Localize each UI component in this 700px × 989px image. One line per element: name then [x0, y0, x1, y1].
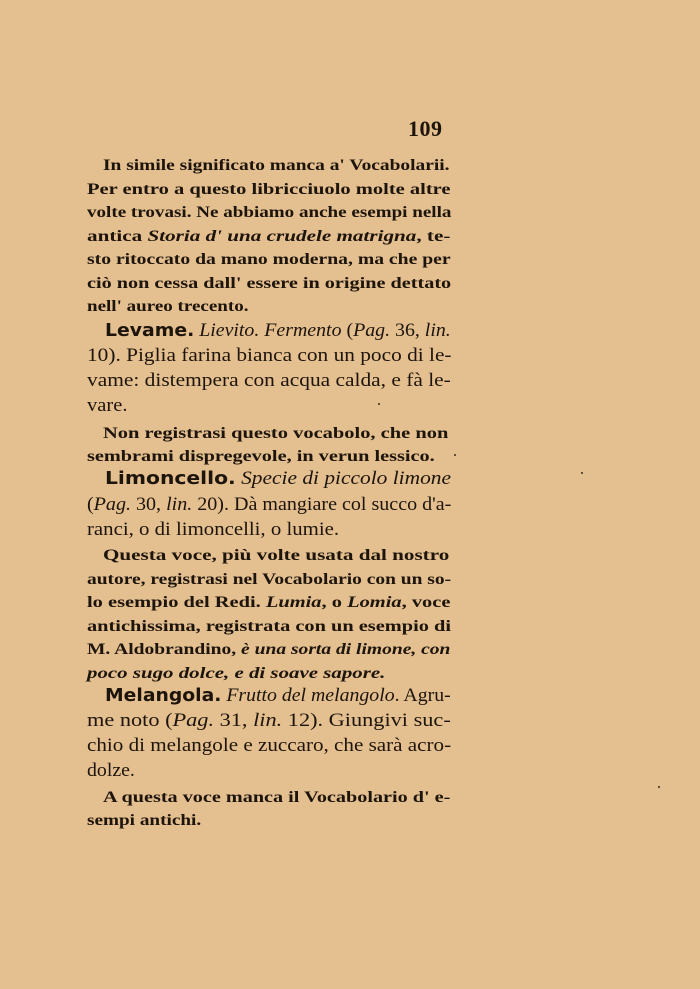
text-line: [87, 251, 451, 269]
text-line: [87, 228, 450, 246]
text-line: [87, 618, 451, 636]
emphasis-text: lin.: [424, 320, 451, 341]
text-line: [87, 181, 451, 199]
emphasis-text: Pag.: [353, 320, 391, 341]
text-segment: , te-: [416, 228, 451, 245]
text-line: [87, 370, 451, 392]
text-line: [87, 494, 451, 516]
text-segment: 20). Dà mangiare col succo d'a-: [192, 494, 452, 515]
text-segment: ranci, o di limoncelli, o lumie.: [87, 519, 340, 540]
text-line: [105, 320, 451, 342]
text-line: [103, 425, 448, 443]
text-line: [87, 448, 435, 466]
text-line: [103, 157, 450, 175]
text-segment: ciò non cessa dall' essere in origine dettato: [87, 275, 452, 292]
text-segment: M. Aldobrandino,: [87, 641, 242, 658]
text-segment: nell' aureo trecento.: [87, 298, 249, 315]
text-line: [103, 789, 450, 807]
text-segment: antica: [87, 228, 148, 245]
text-line: [87, 760, 135, 782]
emphasis-text: Lievito. Fermento: [199, 320, 342, 341]
text-segment: 10). Piglia farina bianca con un poco di le-: [87, 345, 452, 366]
emphasis-text: Frutto del melangolo: [226, 685, 395, 706]
emphasis-text: Pag.: [172, 710, 215, 731]
text-segment: Non registrasi questo vocabolo, che non: [103, 425, 449, 442]
text-segment: vame: distempera con acqua calda, e fà le-: [87, 370, 451, 391]
entry-headword: Melangola.: [105, 685, 222, 706]
text-segment: autore, registrasi nel Vocabolario con un so-: [87, 571, 452, 588]
text-segment: me noto (: [87, 710, 173, 731]
ink-speck: [581, 472, 583, 474]
text-segment: . Agru-: [394, 685, 451, 706]
emphasis-text: è una sorta di limone, con: [241, 641, 451, 658]
text-segment: 30,: [130, 494, 167, 515]
text-line: [87, 395, 127, 417]
ink-speck: [658, 786, 660, 788]
text-segment: dolze.: [87, 760, 135, 781]
text-line: [105, 468, 451, 490]
text-segment: 31,: [214, 710, 254, 731]
text-line: [87, 594, 450, 612]
entry-headword: Limoncello.: [105, 468, 236, 489]
text-line: [87, 710, 451, 732]
text-line: [103, 547, 449, 565]
text-line: [87, 298, 248, 316]
text-segment: Questa voce, più volte usata dal nostro: [103, 547, 450, 564]
text-line: [105, 685, 451, 707]
text-line: [87, 204, 451, 222]
page-number: 109: [408, 116, 443, 141]
text-segment: In simile significato manca a' Vocabolarii.: [103, 157, 450, 174]
text-line: [87, 665, 385, 683]
text-segment: 36,: [390, 320, 425, 341]
emphasis-text: poco sugo dolce, e di soave sapore.: [87, 665, 386, 682]
emphasis-text: Storia d' una crudele matrigna: [147, 228, 417, 245]
text-segment: chio di melangole e zuccaro, che sarà acro-: [87, 735, 452, 756]
text-segment: (: [341, 320, 354, 341]
text-segment: sembrami dispregevole, in verun lessico.: [87, 448, 435, 465]
text-segment: sto ritoccato da mano moderna, ma che per: [87, 251, 451, 268]
emphasis-text: Specie di piccolo limone: [241, 468, 451, 489]
text-line: [87, 571, 451, 589]
text-segment: A questa voce manca il Vocabolario d' e-: [103, 789, 451, 806]
emphasis-text: lin.: [166, 494, 193, 515]
text-segment: antichissima, registrata con un esempio di: [87, 618, 451, 635]
ink-speck: [378, 403, 380, 405]
text-segment: Per entro a questo libricciuolo molte altre: [87, 181, 451, 198]
text-segment: volte trovasi. Ne abbiamo anche esempi nella: [87, 204, 452, 221]
text-segment: vare.: [87, 395, 128, 416]
ink-speck: [454, 454, 456, 456]
text-segment: lo esempio del Redi.: [87, 594, 266, 611]
text-line: [87, 735, 451, 757]
text-segment: sempi antichi.: [87, 812, 202, 829]
text-segment: (: [87, 494, 94, 515]
text-segment: , o: [321, 594, 348, 611]
text-line: [87, 812, 201, 830]
emphasis-text: lin.: [253, 710, 283, 731]
emphasis-text: Pag.: [93, 494, 131, 515]
text-line: [87, 275, 451, 293]
text-line: [87, 519, 339, 541]
text-segment: , voce: [401, 594, 451, 611]
text-line: [87, 345, 452, 367]
entry-headword: Levame.: [105, 320, 195, 341]
text-line: [87, 641, 450, 659]
emphasis-text: Lomia: [347, 594, 402, 611]
emphasis-text: Lumia: [265, 594, 322, 611]
text-segment: 12). Giungivi suc-: [282, 710, 451, 731]
